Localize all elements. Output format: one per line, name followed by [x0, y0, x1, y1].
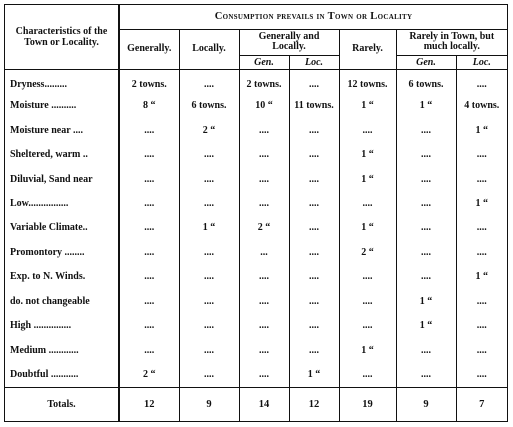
- row-label: Exp. to N. Winds.: [10, 271, 86, 283]
- table-cell: ....: [289, 118, 339, 142]
- row-label: High ...............: [10, 320, 72, 332]
- generally-and-locally-header: Generally and Locally.: [239, 29, 339, 55]
- table-row: [5, 191, 507, 215]
- table-cell: 1 “: [339, 93, 396, 117]
- table-cell: 1 “: [339, 167, 396, 191]
- table-body: [5, 69, 507, 387]
- table-cell: ....: [289, 69, 339, 93]
- table-cell: 6 towns.: [396, 69, 456, 93]
- table-cell: ....: [179, 240, 239, 264]
- table-cell: ....: [289, 216, 339, 240]
- table-cell: 1 “: [289, 362, 339, 387]
- total-value: 7: [456, 387, 507, 421]
- table-cell: ....: [119, 240, 179, 264]
- rarely-but-local-header: Rarely in Town, but much locally.: [396, 29, 507, 55]
- table-cell: ....: [456, 142, 507, 166]
- row-label: Promontory ........: [10, 246, 85, 258]
- table-cell: ....: [239, 289, 289, 313]
- table-cell: ....: [456, 240, 507, 264]
- table-cell: ....: [289, 265, 339, 289]
- table-cell: ....: [239, 191, 289, 215]
- table-cell: ....: [239, 362, 289, 387]
- table-cell: 1 “: [396, 93, 456, 117]
- characteristics-header: Characteristics of the Town or Locality.: [5, 5, 119, 69]
- table-cell: ....: [289, 338, 339, 362]
- table-cell: 2 “: [239, 216, 289, 240]
- table-cell: 1 “: [456, 118, 507, 142]
- table-cell: ....: [239, 118, 289, 142]
- table-cell: ....: [239, 265, 289, 289]
- row-label: Sheltered, warm ..: [10, 149, 88, 161]
- table-cell: ....: [396, 265, 456, 289]
- table-cell: ....: [179, 314, 239, 338]
- table-cell: ....: [456, 69, 507, 93]
- table-cell: 6 towns.: [179, 93, 239, 117]
- table-cell: ....: [289, 289, 339, 313]
- table-cell: 1 “: [339, 338, 396, 362]
- loc-header-2: Loc.: [456, 55, 507, 69]
- table-row: [5, 69, 507, 93]
- table-cell: ....: [456, 314, 507, 338]
- total-value: 19: [339, 387, 396, 421]
- table-cell: ....: [456, 216, 507, 240]
- table-row: [5, 93, 507, 117]
- totals-row: [5, 387, 507, 421]
- table-cell: ....: [119, 216, 179, 240]
- table-cell: ...: [239, 240, 289, 264]
- table-cell: ....: [456, 362, 507, 387]
- total-value: 12: [289, 387, 339, 421]
- total-value: 9: [179, 387, 239, 421]
- table-cell: 1 “: [456, 191, 507, 215]
- row-label: Moisture ..........: [10, 100, 77, 112]
- locally-header: Locally.: [179, 29, 239, 69]
- row-label: Variable Climate..: [10, 222, 88, 234]
- table-cell: ....: [396, 362, 456, 387]
- table-cell: ....: [119, 265, 179, 289]
- table-cell: 1 “: [339, 216, 396, 240]
- table-cell: ....: [239, 142, 289, 166]
- table-cell: ....: [289, 240, 339, 264]
- table-cell: 1 “: [396, 314, 456, 338]
- table-cell: ....: [396, 191, 456, 215]
- table-cell: ....: [339, 118, 396, 142]
- table-cell: 2 towns.: [239, 69, 289, 93]
- table-cell: ....: [396, 240, 456, 264]
- table-cell: ....: [119, 338, 179, 362]
- generally-header: Generally.: [119, 29, 179, 69]
- table-row: [5, 265, 507, 289]
- table-row: [5, 216, 507, 240]
- row-label: Diluvial, Sand near: [10, 173, 93, 185]
- consumption-table: [5, 5, 507, 421]
- table-cell: ....: [396, 118, 456, 142]
- table-cell: ....: [239, 314, 289, 338]
- table-row: [5, 362, 507, 387]
- table-cell: 2 towns.: [119, 69, 179, 93]
- row-label: Dryness.........: [10, 78, 67, 90]
- table-row: [5, 167, 507, 191]
- table-cell: ....: [289, 314, 339, 338]
- table-cell: 1 “: [396, 289, 456, 313]
- table-cell: ....: [119, 314, 179, 338]
- table-cell: 2 “: [339, 240, 396, 264]
- table-row: [5, 142, 507, 166]
- table-cell: ....: [239, 167, 289, 191]
- table-cell: ....: [289, 191, 339, 215]
- table-cell: ....: [339, 289, 396, 313]
- table-cell: 1 “: [179, 216, 239, 240]
- gen-header-2: Gen.: [396, 55, 456, 69]
- table-cell: ....: [119, 167, 179, 191]
- table-cell: ....: [289, 167, 339, 191]
- table-row: [5, 118, 507, 142]
- table-cell: ....: [396, 338, 456, 362]
- table-cell: 2 “: [179, 118, 239, 142]
- table-cell: ....: [119, 118, 179, 142]
- row-label: Doubtful ...........: [10, 368, 79, 380]
- table-cell: ....: [456, 338, 507, 362]
- row-label: Medium ............: [10, 344, 79, 356]
- table-cell: ....: [119, 289, 179, 313]
- table-cell: 12 towns.: [339, 69, 396, 93]
- table-cell: ....: [396, 142, 456, 166]
- row-label: Low................: [10, 197, 69, 209]
- table-cell: ....: [179, 191, 239, 215]
- table-cell: ....: [339, 265, 396, 289]
- table-row: [5, 338, 507, 362]
- table-cell: ....: [456, 289, 507, 313]
- table-cell: ....: [119, 191, 179, 215]
- table-cell: 2 “: [119, 362, 179, 387]
- table-cell: ....: [179, 142, 239, 166]
- table-row: [5, 289, 507, 313]
- table-cell: 8 “: [119, 93, 179, 117]
- table-cell: ....: [179, 69, 239, 93]
- table-cell: ....: [179, 338, 239, 362]
- table-cell: ....: [179, 362, 239, 387]
- total-value: 14: [239, 387, 289, 421]
- total-value: 12: [119, 387, 179, 421]
- total-value: 9: [396, 387, 456, 421]
- consumption-header: Consumption prevails in Town or Locality: [119, 5, 507, 29]
- table-cell: ....: [179, 289, 239, 313]
- table-cell: 4 towns.: [456, 93, 507, 117]
- table-cell: ....: [456, 167, 507, 191]
- consumption-table-frame: [4, 4, 508, 422]
- row-label: Moisture near ....: [10, 124, 83, 136]
- table-cell: 1 “: [339, 142, 396, 166]
- table-cell: ....: [339, 362, 396, 387]
- table-row: [5, 314, 507, 338]
- table-cell: ....: [179, 265, 239, 289]
- table-cell: ....: [289, 142, 339, 166]
- rarely-header: Rarely.: [339, 29, 396, 69]
- table-row: [5, 240, 507, 264]
- table-cell: 11 towns.: [289, 93, 339, 117]
- row-label: do. not changeable: [10, 295, 90, 307]
- table-cell: ....: [179, 167, 239, 191]
- table-cell: ....: [396, 216, 456, 240]
- table-cell: ....: [239, 338, 289, 362]
- gen-header-1: Gen.: [239, 55, 289, 69]
- totals-label: Totals.: [5, 387, 119, 421]
- loc-header-1: Loc.: [289, 55, 339, 69]
- table-cell: ....: [396, 167, 456, 191]
- table-cell: ....: [339, 191, 396, 215]
- table-cell: ....: [119, 142, 179, 166]
- table-cell: ....: [339, 314, 396, 338]
- table-cell: 10 “: [239, 93, 289, 117]
- table-cell: 1 “: [456, 265, 507, 289]
